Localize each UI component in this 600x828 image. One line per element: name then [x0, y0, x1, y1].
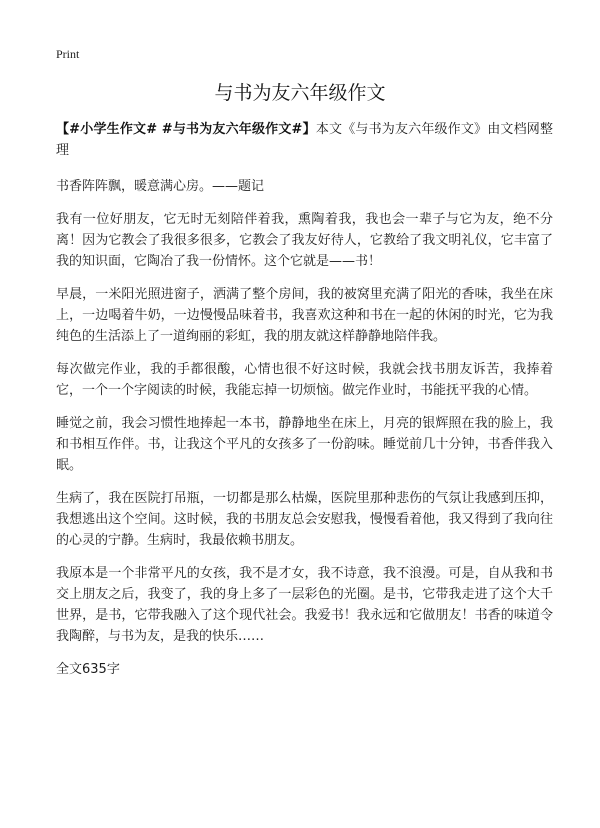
article-title: 与书为友六年级作文	[214, 82, 386, 104]
paragraph-6: 我原本是一个非常平凡的女孩，我不是才女，我不诗意，我不浪漫。可是，自从我和书交上朋友之后，我变了，我的身上多了一层彩色的光圈。是书，它带我走进了这个大千世界，是书，它带我融入了这个现代社会。我爱书！我永远和它做朋友！书香的味道令我陶醉，与书为友，是我的快乐……	[56, 566, 553, 644]
article-source: 本文《与书为友六年级作文》由文档网整理	[56, 122, 553, 158]
print-link[interactable]: Print	[56, 47, 80, 61]
article-body	[56, 119, 553, 692]
paragraph-4: 睡觉之前，我会习惯性地捧起一本书，静静地坐在床上，月亮的银辉照在我的脸上，我和书相互作伴。书，让我这个平凡的女孩多了一份韵味。睡觉前几十分钟，书香伴我入眠。	[56, 416, 553, 473]
paragraph-2: 早晨，一米阳光照进窗子，洒满了整个房间，我的被窝里充满了阳光的香味，我坐在床上，一边喝着牛奶，一边慢慢品味着书，我喜欢这种和书在一起的休闲的时光，它为我纯色的生活添上了一道绚丽的彩虹，我的朋友就这样静静地陪伴我。	[56, 287, 553, 344]
paragraph-3: 每次做完作业，我的手都很酸，心情也很不好这时候，我就会找书朋友诉苦，我捧着它，一个一个字阅读的时候，我能忘掉一切烦恼。做完作业时，书能抚平我的心情。	[56, 362, 553, 398]
article-tags[interactable]: 【#小学生作文# #与书为友六年级作文#】	[56, 122, 316, 137]
paragraph-1: 我有一位好朋友，它无时无刻陪伴着我，熏陶着我，我也会一辈子与它为友，绝不分离！因为它教会了我很多很多，它教会了我友好待人，它教给了我文明礼仪，它丰富了我的知识面，它陶冶了我一份情怀。这个它就是——书！	[56, 212, 553, 269]
word-count: 全文635字	[56, 662, 120, 677]
article-intro	[56, 119, 553, 161]
paragraph-5: 生病了，我在医院打吊瓶，一切都是那么枯燥，医院里那种悲伤的气氛让我感到压抑，我想逃出这个空间。这时候，我的书朋友总会安慰我，慢慢看着他，我又得到了我向往的心灵的宁静。生病时，我最依赖书朋友。	[56, 491, 553, 548]
paragraph-epigraph: 书香阵阵飘，暖意满心房。——题记	[56, 179, 265, 194]
